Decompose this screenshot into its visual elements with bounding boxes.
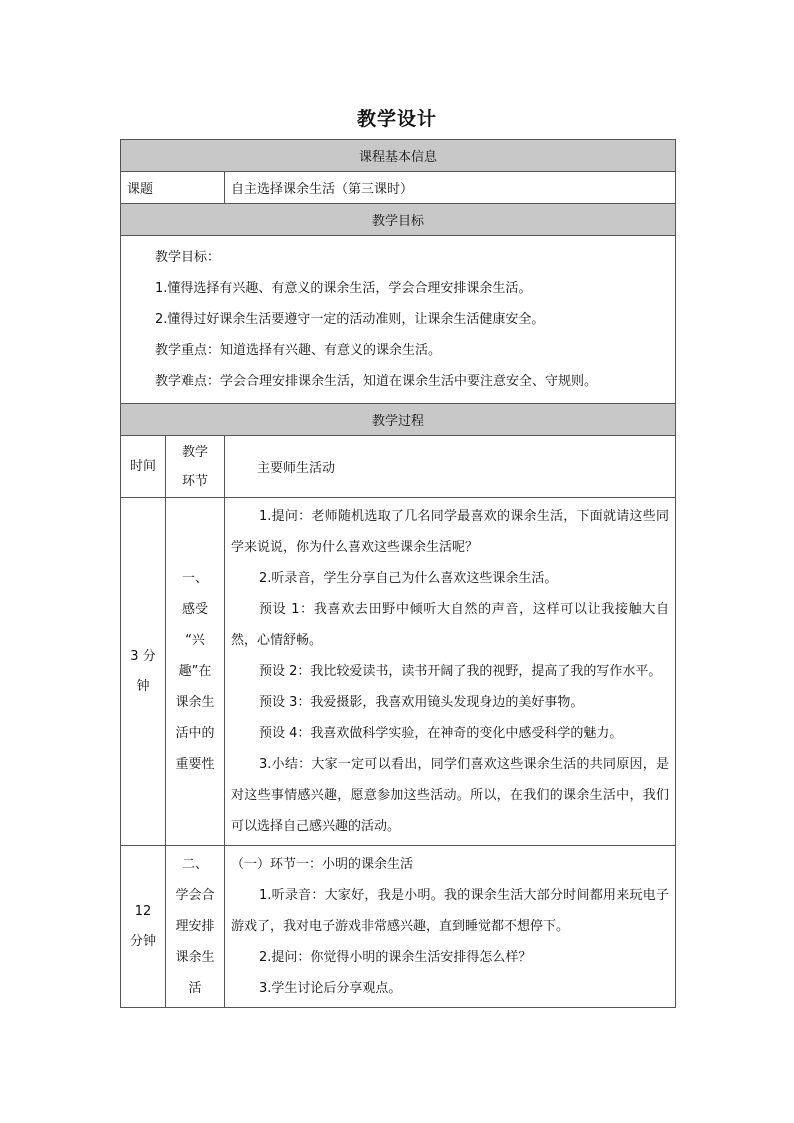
activity-item: 2.听录音，学生分享自己为什么喜欢这些课余生活。 [259, 571, 558, 586]
goal-item: 2.懂得过好课余生活要遵守一定的活动准则，让课余生活健康安全。 [155, 312, 545, 327]
stage-line: 一、 [181, 571, 208, 586]
document-title: 教学设计 [356, 108, 437, 130]
stage1-name [166, 498, 225, 846]
time-line: 12 [134, 903, 152, 919]
difficult-point: 教学难点：学会合理安排课余生活，知道在课余生活中要注意安全、守规则。 [155, 374, 598, 389]
stage2-activities [225, 846, 676, 1008]
activity-item: 3.小结：大家一定可以看出，同学们喜欢这些课余生活的共同原因，是对这些事情感兴趣，愿意参加这些活动。所以，在我们的课余生活中，我们可以选择自己感兴趣的活动。 [231, 757, 670, 834]
header-stage [166, 436, 225, 498]
time-line: 3 分 [130, 648, 156, 664]
section-basic-info: 课程基本信息 [121, 140, 676, 172]
stage2-time [121, 846, 166, 1008]
stage-line: 课余生 [175, 695, 215, 710]
stage-line: 学会合 [175, 888, 215, 903]
header-stage-line: 教学 [181, 444, 208, 460]
time-line: 钟 [136, 678, 150, 694]
header-activity: 主要师生活动 [225, 436, 676, 498]
stage-line: 感受 [181, 602, 208, 617]
topic-label: 课题 [121, 172, 225, 204]
stage1-activities [225, 498, 676, 846]
activity-item: 2.提问：你觉得小明的课余生活安排得怎么样？ [259, 950, 532, 965]
section-goals: 教学目标 [121, 204, 676, 236]
stage1-time [121, 498, 166, 846]
stage-line: 二、 [181, 857, 208, 872]
header-stage-line: 环节 [181, 473, 208, 489]
lesson-plan-table [120, 139, 676, 1008]
key-point: 教学重点：知道选择有兴趣、有意义的课余生活。 [155, 343, 442, 358]
stage-line: “兴 [185, 633, 205, 648]
sub-heading: （一）环节一：小明的课余生活 [231, 857, 414, 872]
goals-cell [121, 236, 676, 404]
section-process: 教学过程 [121, 404, 676, 436]
activity-item: 预设 1：我喜欢去田野中倾听大自然的声音，这样可以让我接触大自然，心情舒畅。 [231, 602, 670, 648]
stage2-name [166, 846, 225, 1008]
activity-item: 预设 3：我爱摄影，我喜欢用镜头发现身边的美好事物。 [259, 695, 584, 710]
header-time: 时间 [121, 436, 166, 498]
activity-item: 3.学生讨论后分享观点。 [259, 981, 402, 996]
activity-item: 预设 4：我喜欢做科学实验，在神奇的变化中感受科学的魅力。 [259, 726, 623, 741]
stage-line: 课余生 [175, 950, 215, 965]
stage-line: 活中的 [175, 726, 215, 741]
stage-line: 趣”在 [178, 664, 212, 679]
topic-value: 自主选择课余生活（第三课时） [225, 172, 676, 204]
time-line: 分钟 [129, 933, 156, 949]
goal-item: 1.懂得选择有兴趣、有意义的课余生活，学会合理安排课余生活。 [155, 281, 532, 296]
activity-item: 1.提问：老师随机选取了几名同学最喜欢的课余生活，下面就请这些同学来说说，你为什么喜欢这些课余生活呢？ [231, 509, 670, 555]
activity-item: 预设 2：我比较爱读书，读书开阔了我的视野，提高了我的写作水平。 [259, 664, 662, 679]
activity-item: 1.听录音：大家好，我是小明。我的课余生活大部分时间都用来玩电子游戏了，我对电子游戏非常感兴趣，直到睡觉都不想停下。 [231, 888, 670, 934]
stage-line: 重要性 [175, 757, 215, 772]
goals-heading: 教学目标： [155, 250, 221, 265]
stage-line: 活 [188, 981, 202, 996]
stage-line: 理安排 [175, 919, 215, 934]
